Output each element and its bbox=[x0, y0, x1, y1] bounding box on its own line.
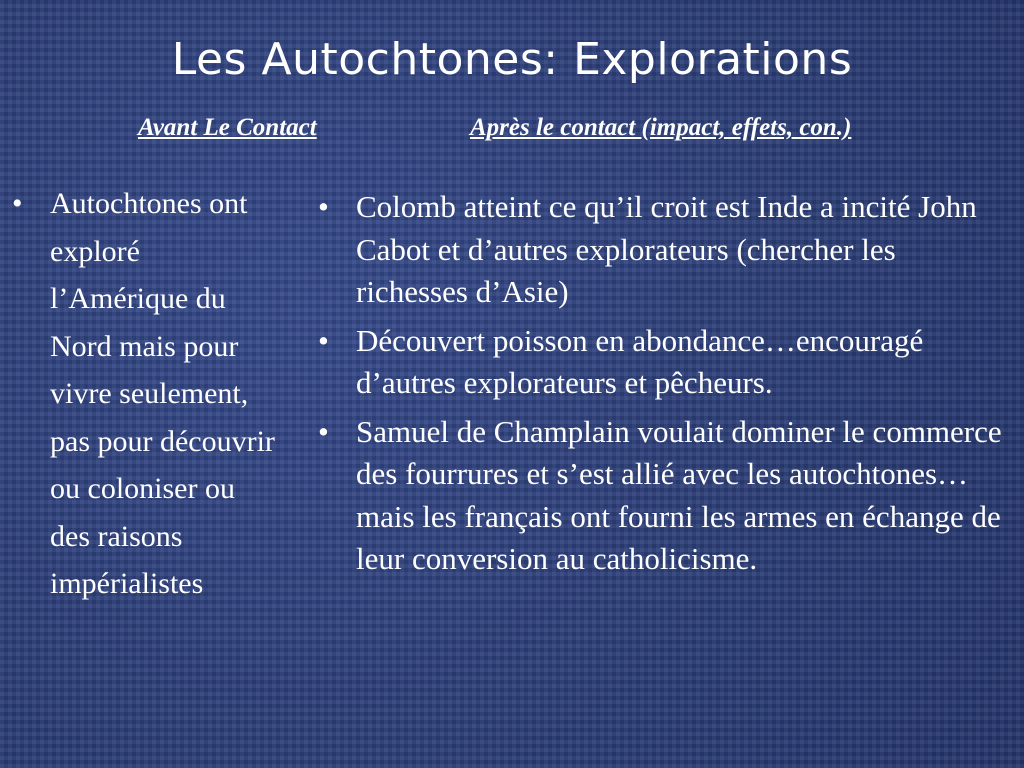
bullet-text: Samuel de Champlain voulait dominer le commerce des fourrures et s’est allié avec les autochtones…mais les français ont fourni les armes en échange de leur conversion au catholicisme. bbox=[356, 413, 1002, 576]
list-item bbox=[318, 320, 1008, 405]
header-before-contact: Avant Le Contact bbox=[138, 114, 317, 141]
before-contact-list bbox=[12, 180, 282, 608]
after-contact-list bbox=[318, 186, 1008, 587]
header-after-contact: Après le contact (impact, effets, con.) bbox=[470, 114, 852, 141]
list-item bbox=[12, 180, 282, 608]
bullet-text: Découvert poisson en abondance…encouragé d’autres explorateurs et pêcheurs. bbox=[356, 322, 924, 400]
bullet-icon: • bbox=[318, 322, 329, 358]
list-item bbox=[318, 411, 1008, 581]
bullet-icon: • bbox=[318, 413, 329, 449]
list-item bbox=[318, 186, 1008, 314]
bullet-text: Colomb atteint ce qu’il croit est Inde a incité John Cabot et d’autres explorateurs (chercher les richesses d’Asie) bbox=[356, 189, 977, 309]
slide-title: Les Autochtones: Explorations bbox=[171, 34, 853, 85]
bullet-text: Autochtones ont exploré l’Amérique du Nord mais pour vivre seulement, pas pour découvrir ou coloniser ou des raisons impérialistes bbox=[50, 187, 275, 600]
bullet-icon: • bbox=[318, 189, 329, 224]
bullet-icon: • bbox=[12, 187, 23, 220]
